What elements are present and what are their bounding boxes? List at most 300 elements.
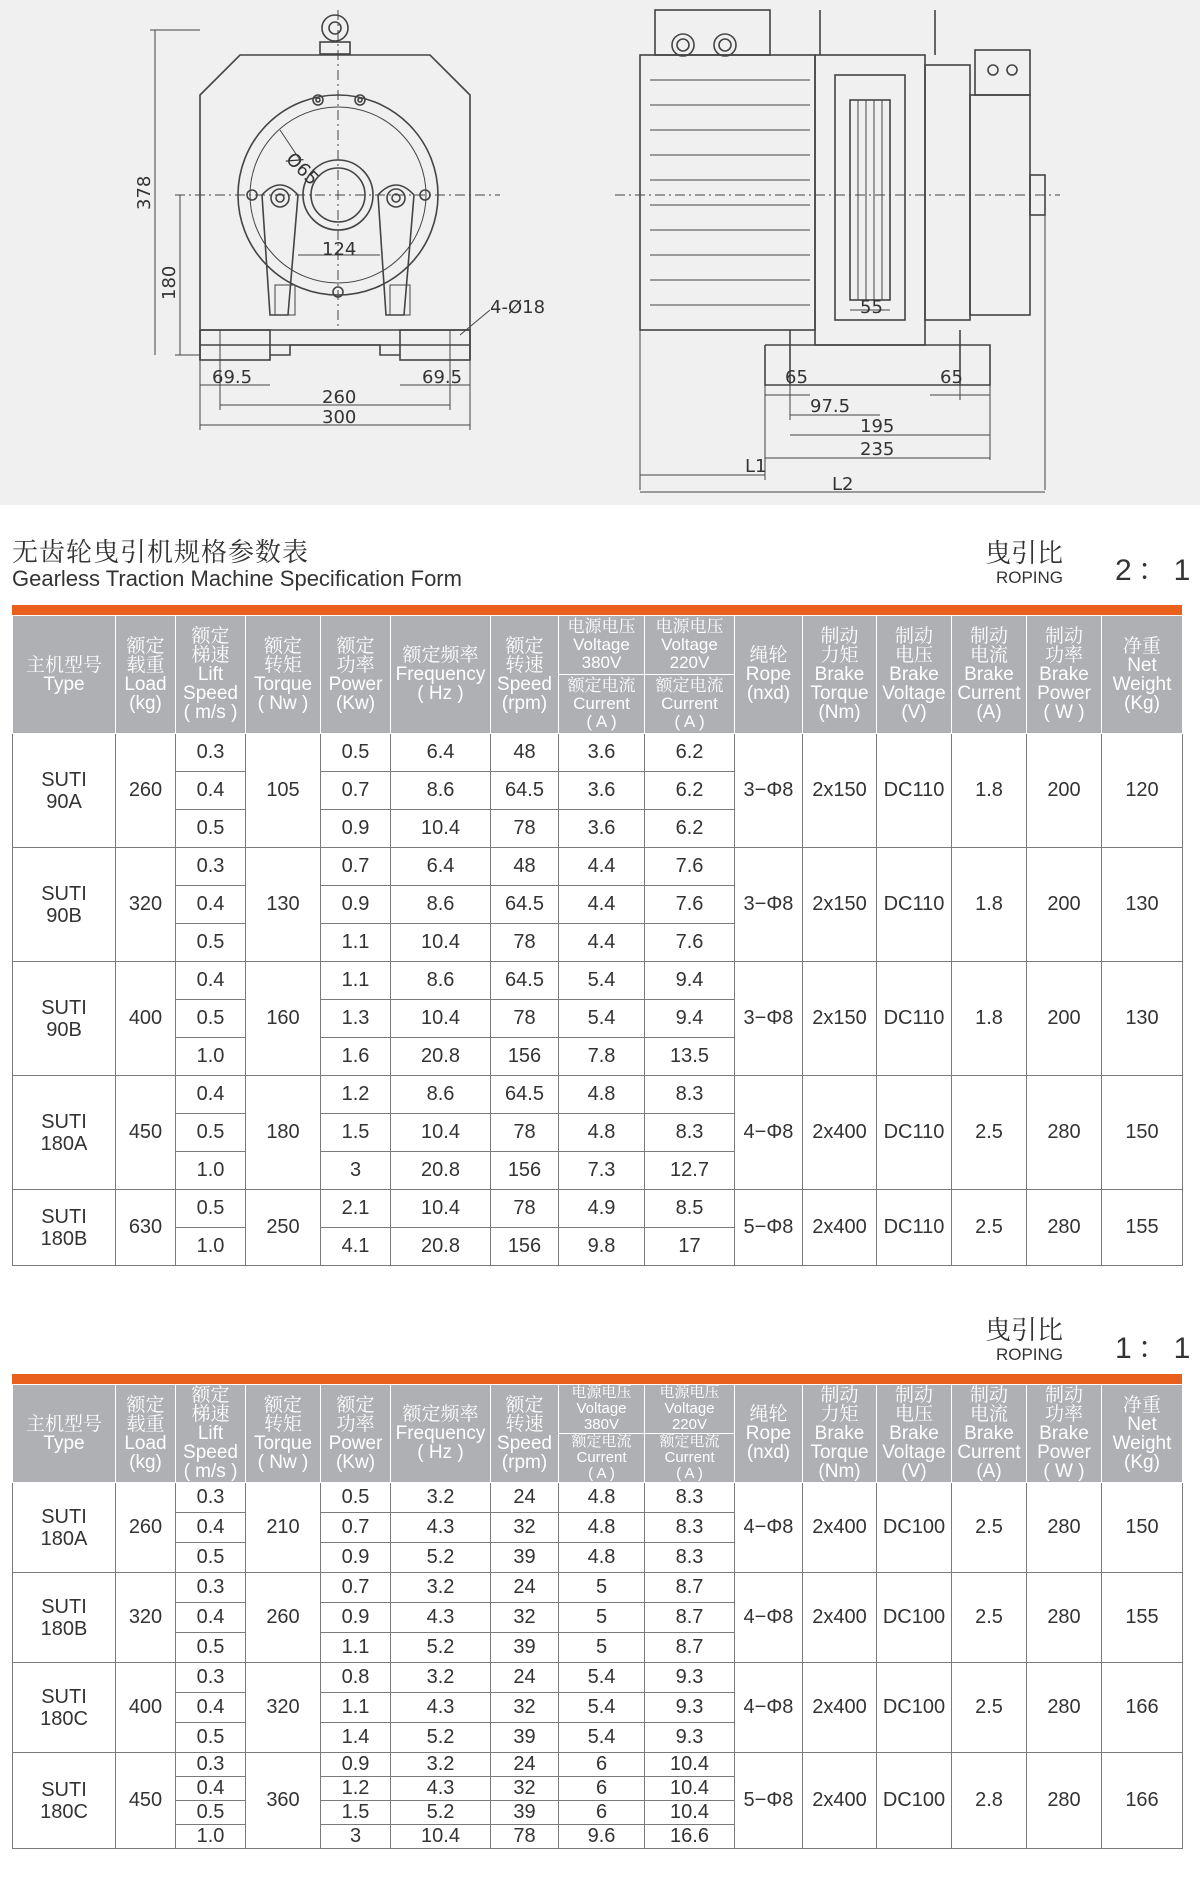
header-line: Power: [1037, 1442, 1091, 1463]
table-body: [13, 1483, 1183, 1849]
header-line: 功率: [1044, 1404, 1083, 1425]
header-line: 电压: [894, 645, 933, 666]
header-line: Voltage: [882, 683, 946, 704]
model-type-cell: [13, 1190, 116, 1266]
rope-cell: 5−Φ8: [735, 1190, 803, 1266]
table-row: [13, 1573, 1183, 1603]
power-cell: 0.7: [321, 772, 391, 810]
header-line: Rope: [745, 664, 792, 685]
current-220-cell: 6.2: [645, 810, 735, 848]
power-cell: 1.6: [321, 1038, 391, 1076]
rpm-cell: 48: [491, 848, 559, 886]
power-cell: 0.9: [321, 1603, 391, 1633]
header-line: Torque: [253, 1432, 313, 1454]
header-line: 转速: [505, 654, 544, 676]
power-cell: 1.4: [321, 1723, 391, 1753]
header-line: (A): [976, 1461, 1002, 1482]
rpm-cell: 24: [491, 1663, 559, 1693]
header-line: (Kg): [1124, 692, 1160, 714]
header-line: 制动: [969, 1385, 1008, 1406]
header-line: Load: [124, 673, 167, 695]
current-380-cell: 6: [559, 1777, 645, 1801]
frequency-cell: 4.3: [391, 1777, 491, 1801]
model-type-line: 180B: [40, 1227, 88, 1250]
brake-voltage-cell: DC110: [877, 734, 952, 848]
header-brake-torque: [803, 616, 877, 734]
frequency-cell: 10.4: [391, 1825, 491, 1849]
rpm-cell: 24: [491, 1753, 559, 1777]
header-line: 额定: [336, 1394, 375, 1416]
load-cell: 630: [116, 1190, 176, 1266]
header-type: [13, 616, 116, 734]
table-row: [13, 734, 1183, 772]
current-220-cell: 8.7: [645, 1603, 735, 1633]
header-line: 额定: [505, 1394, 544, 1416]
header-line: Current: [573, 694, 630, 713]
side-view-drawing: [615, 10, 1060, 492]
model-type-line: 180C: [40, 1800, 88, 1823]
brake-torque-cell: 2x400: [803, 1190, 877, 1266]
load-cell: 260: [116, 734, 176, 848]
rpm-cell: 39: [491, 1723, 559, 1753]
header-line: ( Hz ): [417, 1442, 464, 1463]
brake-voltage-cell: DC100: [877, 1663, 952, 1753]
header-line: 电源电压: [659, 1384, 720, 1401]
torque-cell: 320: [246, 1663, 321, 1753]
header-line: ( W ): [1043, 702, 1085, 723]
rpm-cell: 156: [491, 1228, 559, 1266]
speed-cell: 0.4: [176, 772, 246, 810]
net-weight-cell: 130: [1102, 848, 1183, 962]
power-cell: 0.9: [321, 1543, 391, 1573]
current-380-cell: 7.3: [559, 1152, 645, 1190]
header-line: 额定: [263, 635, 302, 657]
header-voltage-220: [645, 1385, 735, 1434]
header-line: Speed: [183, 1442, 238, 1463]
torque-cell: 210: [246, 1483, 321, 1573]
model-type-line: SUTI: [41, 1205, 87, 1228]
current-380-cell: 7.8: [559, 1038, 645, 1076]
current-380-cell: 5.4: [559, 1000, 645, 1038]
speed-cell: 0.4: [176, 1777, 246, 1801]
header-line: 额定电流: [567, 676, 636, 695]
header-line: (V): [901, 702, 927, 723]
header-line: Torque: [810, 1442, 869, 1463]
power-cell: 1.5: [321, 1114, 391, 1152]
current-220-cell: 9.3: [645, 1693, 735, 1723]
frequency-cell: 8.6: [391, 772, 491, 810]
header-line: 额定: [505, 635, 544, 657]
speed-cell: 0.4: [176, 1603, 246, 1633]
header-line: Weight: [1112, 1432, 1172, 1454]
header-line: 净重: [1122, 635, 1161, 657]
net-weight-cell: 155: [1102, 1573, 1183, 1663]
brake-current-cell: 2.5: [952, 1190, 1027, 1266]
current-220-cell: 10.4: [645, 1777, 735, 1801]
brake-torque-cell: 2x400: [803, 1663, 877, 1753]
torque-cell: 250: [246, 1190, 321, 1266]
speed-cell: 1.0: [176, 1228, 246, 1266]
rpm-cell: 64.5: [491, 772, 559, 810]
power-cell: 0.5: [321, 734, 391, 772]
current-380-cell: 4.8: [559, 1114, 645, 1152]
header-line: 主机型号: [25, 654, 102, 676]
net-weight-cell: 166: [1102, 1753, 1183, 1849]
header-line: Rope: [745, 1423, 792, 1444]
brake-voltage-cell: DC100: [877, 1573, 952, 1663]
rope-cell: 4−Φ8: [735, 1573, 803, 1663]
current-220-cell: 9.3: [645, 1723, 735, 1753]
header-line: ( Nw ): [257, 692, 309, 714]
current-220-cell: 8.7: [645, 1573, 735, 1603]
model-type-line: SUTI: [41, 882, 87, 905]
header-line: (Kw): [335, 692, 376, 714]
header-brake-voltage: [877, 616, 952, 734]
header-line: 主机型号: [25, 1413, 102, 1435]
dim-55: 55: [860, 297, 883, 318]
power-cell: 3: [321, 1825, 391, 1849]
power-cell: 0.7: [321, 1513, 391, 1543]
brake-current-cell: 1.8: [952, 848, 1027, 962]
brake-torque-cell: 2x150: [803, 962, 877, 1076]
current-380-cell: 9.8: [559, 1228, 645, 1266]
table-row: [13, 1190, 1183, 1228]
header-line: Brake: [889, 1423, 939, 1444]
speed-cell: 0.5: [176, 924, 246, 962]
power-cell: 0.9: [321, 886, 391, 924]
dim-124: 124: [322, 239, 357, 260]
header-voltage-380: [559, 1385, 645, 1434]
header-load: [116, 616, 176, 734]
current-220-cell: 8.5: [645, 1190, 735, 1228]
rpm-cell: 39: [491, 1633, 559, 1663]
frequency-cell: 10.4: [391, 1000, 491, 1038]
header-speed: [176, 1385, 246, 1483]
header-line: 电源电压: [655, 617, 724, 636]
spec-table-1to1: [12, 1384, 1183, 1849]
header-line: 电流: [969, 1404, 1008, 1425]
net-weight-cell: 155: [1102, 1190, 1183, 1266]
speed-cell: 0.5: [176, 1543, 246, 1573]
roping-label-1: [985, 533, 1063, 588]
frequency-cell: 20.8: [391, 1152, 491, 1190]
table-row: [13, 962, 1183, 1000]
header-line: 梯速: [191, 645, 230, 666]
load-cell: 320: [116, 1573, 176, 1663]
header-brake-torque: [803, 1385, 877, 1483]
header-line: 制动: [1044, 626, 1083, 647]
current-220-cell: 13.5: [645, 1038, 735, 1076]
current-380-cell: 5.4: [559, 1723, 645, 1753]
brake-power-cell: 200: [1027, 848, 1102, 962]
speed-cell: 0.3: [176, 1663, 246, 1693]
header-line: Torque: [253, 673, 313, 695]
rpm-cell: 32: [491, 1603, 559, 1633]
header-line: (A): [976, 702, 1002, 723]
speed-cell: 0.5: [176, 1723, 246, 1753]
header-power: [321, 1385, 391, 1483]
net-weight-cell: 120: [1102, 734, 1183, 848]
rpm-cell: 78: [491, 1000, 559, 1038]
current-380-cell: 4.8: [559, 1543, 645, 1573]
roping-label-2: [985, 1310, 1063, 1365]
rpm-cell: 64.5: [491, 962, 559, 1000]
power-cell: 3: [321, 1152, 391, 1190]
dim-65-right: 65: [940, 367, 963, 388]
dim-65-left: 65: [785, 367, 808, 388]
current-220-cell: 7.6: [645, 848, 735, 886]
power-cell: 0.7: [321, 1573, 391, 1603]
header-weight: [1102, 1385, 1183, 1483]
model-type-cell: [13, 1573, 116, 1663]
dim-diameter-65: Ø65: [281, 148, 323, 190]
current-220-cell: 8.3: [645, 1513, 735, 1543]
frequency-cell: 5.2: [391, 1543, 491, 1573]
header-line: Voltage: [664, 1400, 715, 1417]
current-220-cell: 10.4: [645, 1753, 735, 1777]
header-line: (V): [901, 1461, 927, 1482]
header-line: 制动: [894, 626, 933, 647]
dim-l2: L2: [832, 474, 854, 495]
header-line: Brake: [964, 1423, 1014, 1444]
header-weight: [1102, 616, 1183, 734]
power-cell: 1.1: [321, 924, 391, 962]
drawing-svg: [0, 0, 1200, 505]
net-weight-cell: 150: [1102, 1076, 1183, 1190]
header-frequency: [391, 616, 491, 734]
header-rpm: [491, 1385, 559, 1483]
header-line: 制动: [1044, 1385, 1083, 1406]
brake-power-cell: 200: [1027, 962, 1102, 1076]
header-rpm: [491, 616, 559, 734]
header-line: Lift: [197, 1423, 224, 1444]
table-header: [13, 616, 1183, 734]
frequency-cell: 20.8: [391, 1228, 491, 1266]
brake-current-cell: 2.5: [952, 1573, 1027, 1663]
load-cell: 450: [116, 1753, 176, 1849]
header-line: 制动: [820, 1385, 859, 1406]
header-line: 380V: [581, 653, 622, 672]
rpm-cell: 32: [491, 1777, 559, 1801]
header-line: 载重: [126, 654, 165, 676]
frequency-cell: 10.4: [391, 1114, 491, 1152]
header-line: 380V: [583, 1416, 620, 1433]
section-divider-2: [12, 1374, 1182, 1384]
header-line: 力矩: [820, 1404, 859, 1425]
current-380-cell: 5.4: [559, 1693, 645, 1723]
net-weight-cell: 150: [1102, 1483, 1183, 1573]
rpm-cell: 24: [491, 1483, 559, 1513]
header-line: (nxd): [746, 1442, 791, 1463]
header-line: Brake: [1039, 664, 1089, 685]
header-line: 制动: [894, 1385, 933, 1406]
rope-cell: 3−Φ8: [735, 734, 803, 848]
frequency-cell: 10.4: [391, 924, 491, 962]
power-cell: 1.1: [321, 1633, 391, 1663]
brake-current-cell: 1.8: [952, 734, 1027, 848]
current-220-cell: 9.4: [645, 1000, 735, 1038]
header-line: 梯速: [191, 1404, 230, 1425]
current-220-cell: 10.4: [645, 1801, 735, 1825]
speed-cell: 0.5: [176, 1000, 246, 1038]
current-220-cell: 16.6: [645, 1825, 735, 1849]
power-cell: 0.8: [321, 1663, 391, 1693]
header-line: ( A ): [586, 712, 617, 731]
header-rope: [735, 1385, 803, 1483]
title-chinese: 无齿轮曳引机规格参数表: [12, 537, 310, 567]
model-type-line: 180A: [40, 1132, 88, 1155]
header-line: 额定电流: [571, 1433, 632, 1450]
model-type-line: SUTI: [41, 1505, 87, 1528]
header-line: 额定: [336, 635, 375, 657]
header-line: 额定频率: [402, 645, 479, 666]
speed-cell: 1.0: [176, 1152, 246, 1190]
rpm-cell: 64.5: [491, 1076, 559, 1114]
brake-current-cell: 2.5: [952, 1076, 1027, 1190]
current-380-cell: 4.4: [559, 848, 645, 886]
header-line: (kg): [129, 692, 162, 714]
model-type-line: SUTI: [41, 1685, 87, 1708]
load-cell: 400: [116, 1663, 176, 1753]
header-line: ( m/s ): [183, 1461, 238, 1482]
rope-cell: 4−Φ8: [735, 1663, 803, 1753]
header-line: Brake: [1039, 1423, 1089, 1444]
model-type-cell: [13, 1663, 116, 1753]
current-220-cell: 8.3: [645, 1114, 735, 1152]
frequency-cell: 3.2: [391, 1753, 491, 1777]
table-body: [13, 734, 1183, 1266]
brake-voltage-cell: DC110: [877, 1190, 952, 1266]
current-220-cell: 8.7: [645, 1633, 735, 1663]
current-380-cell: 4.4: [559, 924, 645, 962]
header-line: Brake: [889, 664, 939, 685]
power-cell: 0.9: [321, 1753, 391, 1777]
header-line: Power: [328, 673, 383, 695]
dim-378: 378: [134, 175, 155, 210]
header-line: 载重: [126, 1413, 165, 1435]
header-line: (nxd): [746, 683, 791, 704]
table-row: [13, 1483, 1183, 1513]
header-type: [13, 1385, 116, 1483]
brake-voltage-cell: DC110: [877, 962, 952, 1076]
frequency-cell: 5.2: [391, 1723, 491, 1753]
header-line: ( A ): [588, 1465, 615, 1482]
model-type-line: 180C: [40, 1707, 88, 1730]
header-line: (rpm): [501, 692, 548, 714]
header-line: 制动: [820, 626, 859, 647]
power-cell: 1.1: [321, 1693, 391, 1723]
current-220-cell: 6.2: [645, 734, 735, 772]
model-type-line: 180B: [40, 1617, 88, 1640]
rope-cell: 4−Φ8: [735, 1076, 803, 1190]
roping-en: ROPING: [995, 1345, 1064, 1364]
current-220-cell: 12.7: [645, 1152, 735, 1190]
brake-power-cell: 280: [1027, 1076, 1102, 1190]
header-brake-current: [952, 616, 1027, 734]
load-cell: 400: [116, 962, 176, 1076]
rpm-cell: 64.5: [491, 886, 559, 924]
header-line: Voltage: [661, 635, 718, 654]
rope-cell: 3−Φ8: [735, 962, 803, 1076]
speed-cell: 0.4: [176, 1076, 246, 1114]
current-220-cell: 8.3: [645, 1543, 735, 1573]
header-line: 额定: [126, 1394, 165, 1416]
frequency-cell: 6.4: [391, 734, 491, 772]
model-type-line: 90B: [46, 1018, 82, 1041]
dim-300: 300: [322, 407, 357, 428]
rpm-cell: 78: [491, 1825, 559, 1849]
header-speed: [176, 616, 246, 734]
header-line: Current: [576, 1449, 627, 1466]
model-type-cell: [13, 1483, 116, 1573]
speed-cell: 0.3: [176, 1573, 246, 1603]
header-line: 净重: [1122, 1394, 1161, 1416]
current-380-cell: 3.6: [559, 734, 645, 772]
header-line: Current: [957, 1442, 1021, 1463]
header-line: (kg): [129, 1451, 162, 1473]
brake-torque-cell: 2x150: [803, 734, 877, 848]
power-cell: 1.1: [321, 962, 391, 1000]
header-line: Lift: [197, 664, 224, 685]
header-power: [321, 616, 391, 734]
model-type-line: SUTI: [41, 1778, 87, 1801]
speed-cell: 0.5: [176, 810, 246, 848]
header-line: Weight: [1112, 673, 1172, 695]
model-type-line: SUTI: [41, 1595, 87, 1618]
header-line: Frequency: [395, 664, 486, 685]
roping-en: ROPING: [995, 568, 1064, 587]
current-380-cell: 3.6: [559, 772, 645, 810]
speed-cell: 0.3: [176, 734, 246, 772]
torque-cell: 180: [246, 1076, 321, 1190]
model-type-cell: [13, 1076, 116, 1190]
current-380-cell: 5.4: [559, 1663, 645, 1693]
brake-torque-cell: 2x400: [803, 1076, 877, 1190]
header-torque: [246, 1385, 321, 1483]
current-380-cell: 4.4: [559, 886, 645, 924]
dim-holes: 4-Ø18: [490, 297, 546, 318]
dim-180: 180: [159, 265, 180, 300]
rpm-cell: 156: [491, 1152, 559, 1190]
brake-torque-cell: 2x400: [803, 1573, 877, 1663]
torque-cell: 130: [246, 848, 321, 962]
header-line: 转矩: [263, 1413, 302, 1435]
speed-cell: 0.5: [176, 1801, 246, 1825]
header-line: 额定: [263, 1394, 302, 1416]
model-type-cell: [13, 734, 116, 848]
header-torque: [246, 616, 321, 734]
rpm-cell: 39: [491, 1543, 559, 1573]
frequency-cell: 4.3: [391, 1693, 491, 1723]
header-line: ( A ): [674, 712, 705, 731]
model-type-line: 90A: [46, 790, 82, 813]
frequency-cell: 3.2: [391, 1573, 491, 1603]
header-line: 额定: [191, 626, 230, 647]
header-line: 绳轮: [749, 1404, 788, 1425]
torque-cell: 360: [246, 1753, 321, 1849]
header-frequency: [391, 1385, 491, 1483]
header-line: (Nm): [818, 1461, 861, 1482]
header-line: Frequency: [395, 1423, 486, 1444]
header-voltage-220: [645, 616, 735, 675]
header-line: Voltage: [882, 1442, 946, 1463]
current-380-cell: 4.8: [559, 1483, 645, 1513]
current-220-cell: 7.6: [645, 886, 735, 924]
rpm-cell: 32: [491, 1513, 559, 1543]
frequency-cell: 10.4: [391, 1190, 491, 1228]
current-380-cell: 5.4: [559, 962, 645, 1000]
header-line: Speed: [497, 673, 552, 695]
